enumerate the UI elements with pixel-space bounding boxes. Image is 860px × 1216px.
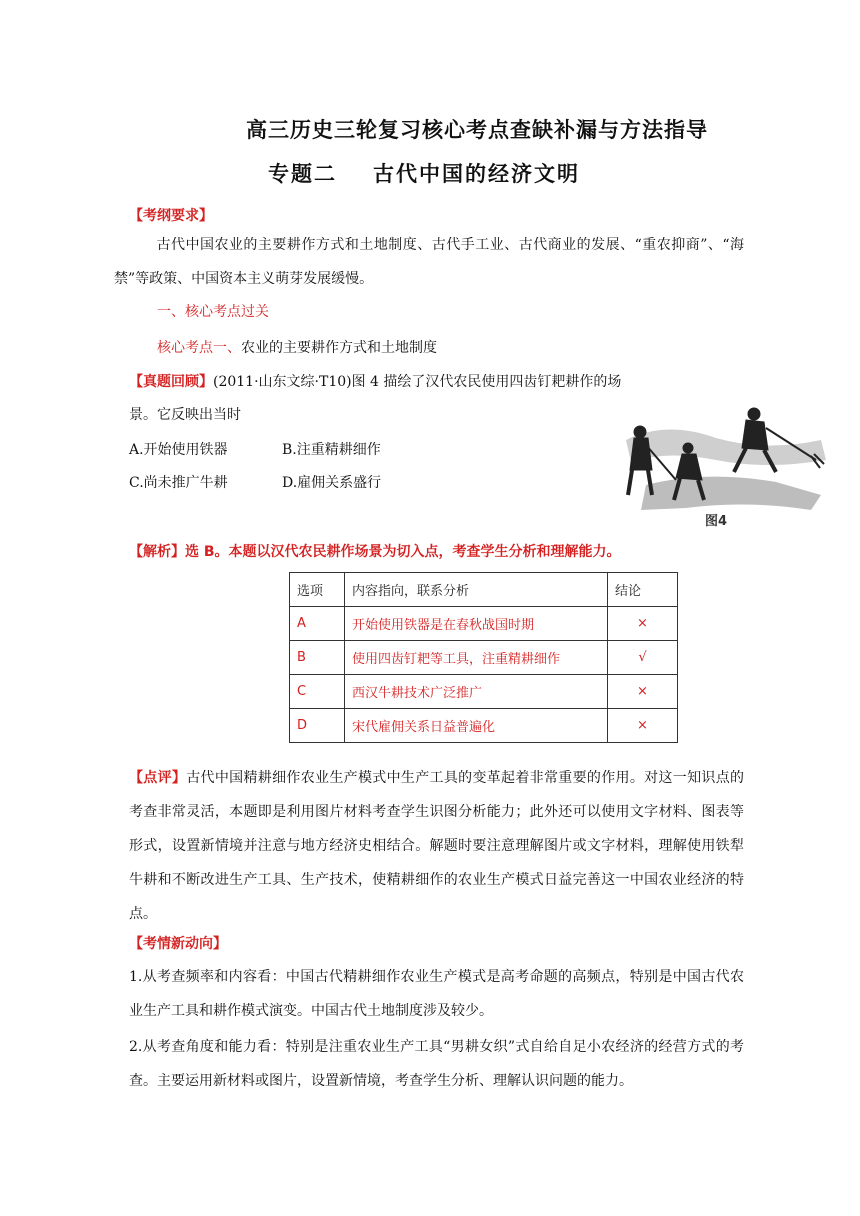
topic-name: 古代中国的经济文明 xyxy=(373,162,580,186)
comment-text: 古代中国精耕细作农业生产模式中生产工具的变革起着非常重要的作用。对这一知识点的考查非常灵活，本题即是利用图片材料考查学生识图分析能力；此外还可以使用文字材料、图表等形式，设置新情境并注意与地方经济史相结合。解题时要注意理解图片或文字材料，理解使用铁犁牛耕和不断改进生产工具、生产技术，使精耕细作的农业生产模式日益完善这一中国农业经济的特点。 xyxy=(129,770,745,922)
row-content: 使用四齿钉耙等工具，注重精耕细作 xyxy=(345,641,608,675)
comment-paragraph xyxy=(129,761,744,931)
trends-heading: 【考情新动向】 xyxy=(129,936,227,952)
row-content: 宋代雇佣关系日益普遍化 xyxy=(345,709,608,743)
row-option: D xyxy=(290,709,345,743)
row-result: × xyxy=(608,607,678,641)
topic-number: 专题二 xyxy=(268,162,337,186)
table-row xyxy=(290,675,678,709)
syllabus-paragraph xyxy=(114,228,744,296)
row-option: B xyxy=(290,641,345,675)
table-row xyxy=(290,709,678,743)
page-title: 高三历史三轮复习核心考点查缺补漏与方法指导 xyxy=(246,118,708,142)
trend-item-2: 2.从考查角度和能力看：特别是注重农业生产工具“男耕女织”式自给自足小农经济的经营方式的考查。主要运用新材料或图片，设置新情境，考查学生分析、理解认识问题的能力。 xyxy=(129,1039,744,1089)
row-content: 西汉牛耕技术广泛推广 xyxy=(345,675,608,709)
analysis-label: 【解析】 xyxy=(129,544,185,560)
question-stem-text: (2011·山东文综·T10)图 4 描绘了汉代农民使用四齿钉耙耕作的场 xyxy=(213,374,622,390)
topic-title xyxy=(268,158,580,188)
analysis-table xyxy=(289,572,678,743)
table-header-row xyxy=(290,573,678,607)
option-b: B.注重精耕细作 xyxy=(282,442,381,458)
trend-item-1: 1.从考查频率和内容看：中国古代精耕细作农业生产模式是高考命题的高频点，特别是中国古代农业生产工具和耕作模式演变。中国古代土地制度涉及较少。 xyxy=(129,969,744,1019)
syllabus-heading: 【考纲要求】 xyxy=(129,208,213,224)
table-row xyxy=(290,641,678,675)
question-stem-line1 xyxy=(129,372,621,392)
farming-illustration xyxy=(606,400,832,526)
syllabus-text: 古代中国农业的主要耕作方式和土地制度、古代手工业、古代商业的发展、“重农抑商”、“海禁”等政策、中国资本主义萌芽发展缓慢。 xyxy=(114,237,744,287)
analysis-text: 选 B。本题以汉代农民耕作场景为切入点，考查学生分析和理解能力。 xyxy=(185,544,621,560)
section-heading: 一、核心考点过关 xyxy=(157,304,269,320)
figure-caption: 图4 xyxy=(705,514,728,529)
core-point-label: 核心考点一、 xyxy=(157,340,241,356)
row-result: × xyxy=(608,709,678,743)
question-stem-line2: 景。它反映出当时 xyxy=(129,407,241,423)
option-c: C.尚未推广牛耕 xyxy=(129,475,228,491)
core-point-text: 农业的主要耕作方式和土地制度 xyxy=(241,340,437,356)
row-option: A xyxy=(290,607,345,641)
row-result: × xyxy=(608,675,678,709)
table-row xyxy=(290,607,678,641)
row-result: √ xyxy=(608,641,678,675)
question-label: 【真题回顾】 xyxy=(129,374,213,390)
comment-label: 【点评】 xyxy=(129,770,187,786)
core-point-line xyxy=(157,338,437,358)
option-a: A.开始使用铁器 xyxy=(129,442,228,458)
row-content: 开始使用铁器是在春秋战国时期 xyxy=(345,607,608,641)
row-option: C xyxy=(290,675,345,709)
analysis-line xyxy=(129,542,621,562)
header-result: 结论 xyxy=(608,573,678,607)
option-d: D.雇佣关系盛行 xyxy=(282,475,382,491)
header-option: 选项 xyxy=(290,573,345,607)
header-content: 内容指向，联系分析 xyxy=(345,573,608,607)
